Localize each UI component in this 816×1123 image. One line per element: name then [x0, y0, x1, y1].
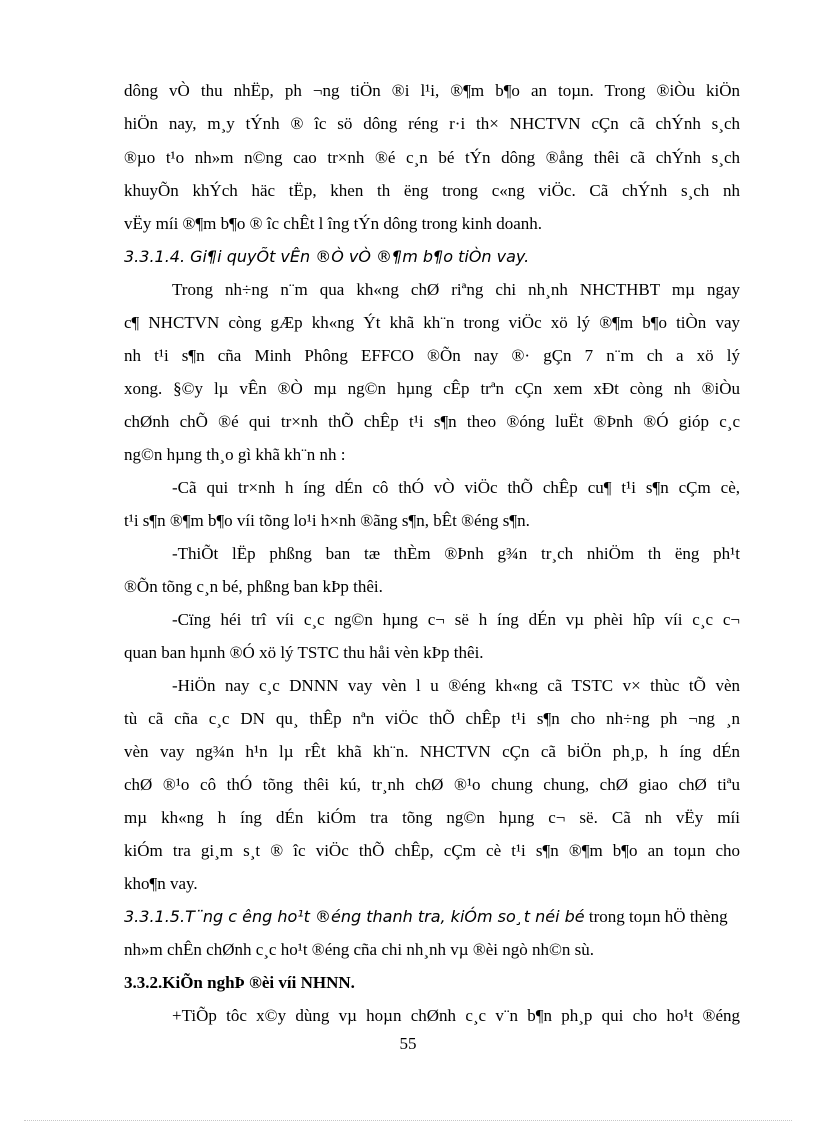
body-text-line: nh t¹i s¶n cña Minh Phông EFFCO ®Õn nay ®· gÇn 7 n¨m ch a xö lý — [124, 346, 740, 365]
body-text-line: ng©n hµng th¸o gì khã kh¨n nh : — [124, 445, 346, 464]
body-text-line: chØnh chÕ ®é qui tr×nh thÕ chÊp t¹i s¶n theo ®óng luËt ®Þnh ®Ó gióp c¸c — [124, 412, 740, 431]
body-text-line: khuyÕn khÝch häc tËp, khen th ëng trong c«ng viÖc. Cã chÝnh s¸ch nh — [124, 181, 740, 200]
list-item-line: -Cïng héi trî víi c¸c ng©n hµng c¬ së h íng dÉn vµ phèi hîp víi c¸c c¬ — [172, 610, 740, 629]
list-item-line: -Cã qui tr×nh h íng dÉn cô thÓ vÒ viÖc thÕ chÊp cu¶ t¹i s¶n cÇm cè, — [172, 478, 740, 497]
body-text-line: dông vÒ thu nhËp, ph ¬ng tiÖn ®i l¹i, ®¶m b¶o an toµn. Trong ®iÒu kiÖn — [124, 81, 740, 100]
body-text-line: t¹i s¶n ®¶m b¶o víi tõng lo¹i h×nh ®ãng s¶n, bÊt ®éng s¶n. — [124, 511, 530, 530]
list-item-line: -HiÖn nay c¸c DNNN vay vèn l u ®éng kh«ng cã TSTC v× thùc tÕ vèn — [172, 676, 740, 695]
paragraph-first-line: Trong nh÷ng n¨m qua kh«ng chØ riªng chi nh¸nh NHCTHBT mµ ngay — [172, 280, 740, 299]
body-text-line: xong. §©y lµ vÊn ®Ò mµ ng©n hµng cÊp trªn cÇn xem xÐt còng nh ®iÒu — [124, 379, 740, 398]
body-text-line: c¶ NHCTVN còng gÆp kh«ng Ýt khã kh¨n trong viÖc xö lý ®¶m b¶o tiÒn vay — [124, 313, 740, 332]
paragraph-first-line: +TiÕp tôc x©y dùng vµ hoµn chØnh c¸c v¨n b¶n ph¸p qui cho ho¹t ®éng — [172, 1006, 740, 1025]
section-heading-3-3-2: 3.3.2.KiÕn nghÞ ®èi víi NHNN. — [124, 973, 355, 992]
body-text-line: vËy míi ®¶m b¶o ® îc chÊt l îng tÝn dông trong kinh doanh. — [124, 214, 543, 233]
page-bottom-rule — [24, 1120, 792, 1121]
section-heading-3-3-1-4: 3.3.1.4. Gi¶i quyÕt vÊn ®Ò vÒ ®¶m b¶o tiÒn vay. — [124, 247, 530, 266]
section-heading-3-3-1-5-line — [124, 906, 740, 928]
body-text-line: vèn vay ng¾n h¹n lµ rÊt khã kh¨n. NHCTVN cÇn cã biÖn ph¸p, h íng dÉn — [124, 742, 740, 761]
body-text-line: quan ban hµnh ®Ó xö lý TSTC thu håi vèn kÞp thêi. — [124, 643, 484, 662]
list-item-line: -ThiÕt lËp phßng ban tæ thÈm ®Þnh g¾n tr¸ch nhiÖm th ëng ph¹t — [172, 544, 740, 563]
body-text-line: tù cã cña c¸c DN qu¸ thÊp nªn viÖc thÕ chÊp t¹i s¶n cho nh÷ng ph ¬ng ¸n — [124, 709, 740, 728]
body-text-line: kiÓm tra gi¸m s¸t ® îc viÖc thÕ chÊp, cÇm cè t¹i s¶n ®¶m b¶o an toµn cho — [124, 841, 740, 860]
body-text-line: ®Õn tõng c¸n bé, phßng ban kÞp thêi. — [124, 577, 383, 596]
body-text-line: ®µo t¹o nh»m n©ng cao tr×nh ®é c¸n bé tÝn dông ®ång thêi cã chÝnh s¸ch — [124, 148, 740, 167]
body-text-line: hiÖn nay, m¸y tÝnh ® îc sö dông réng r·i th× NHCTVN cÇn cã chÝnh s¸ch — [124, 114, 740, 133]
body-text-line: mµ kh«ng h íng dÉn kiÓm tra tõng ng©n hµng c¬ së. Cã nh vËy míi — [124, 808, 740, 827]
page-number: 55 — [399, 1034, 417, 1053]
body-text-line: kho¶n vay. — [124, 874, 198, 893]
section-heading-continuation: trong toµn hÖ thèng — [588, 907, 728, 926]
section-heading-3-3-1-5: 3.3.1.5.T¨ng c êng ho¹t ®éng thanh tra, kiÓm so¸t néi bé — [124, 907, 585, 926]
body-text-line: chØ ®¹o cô thÓ tõng thêi kú, tr¸nh chØ ®¹o chung chung, chØ giao chØ tiªu — [124, 775, 740, 794]
body-text-line: nh»m chÊn chØnh c¸c ho¹t ®éng cña chi nh¸nh vµ ®èi ngò nh©n sù. — [124, 940, 595, 959]
